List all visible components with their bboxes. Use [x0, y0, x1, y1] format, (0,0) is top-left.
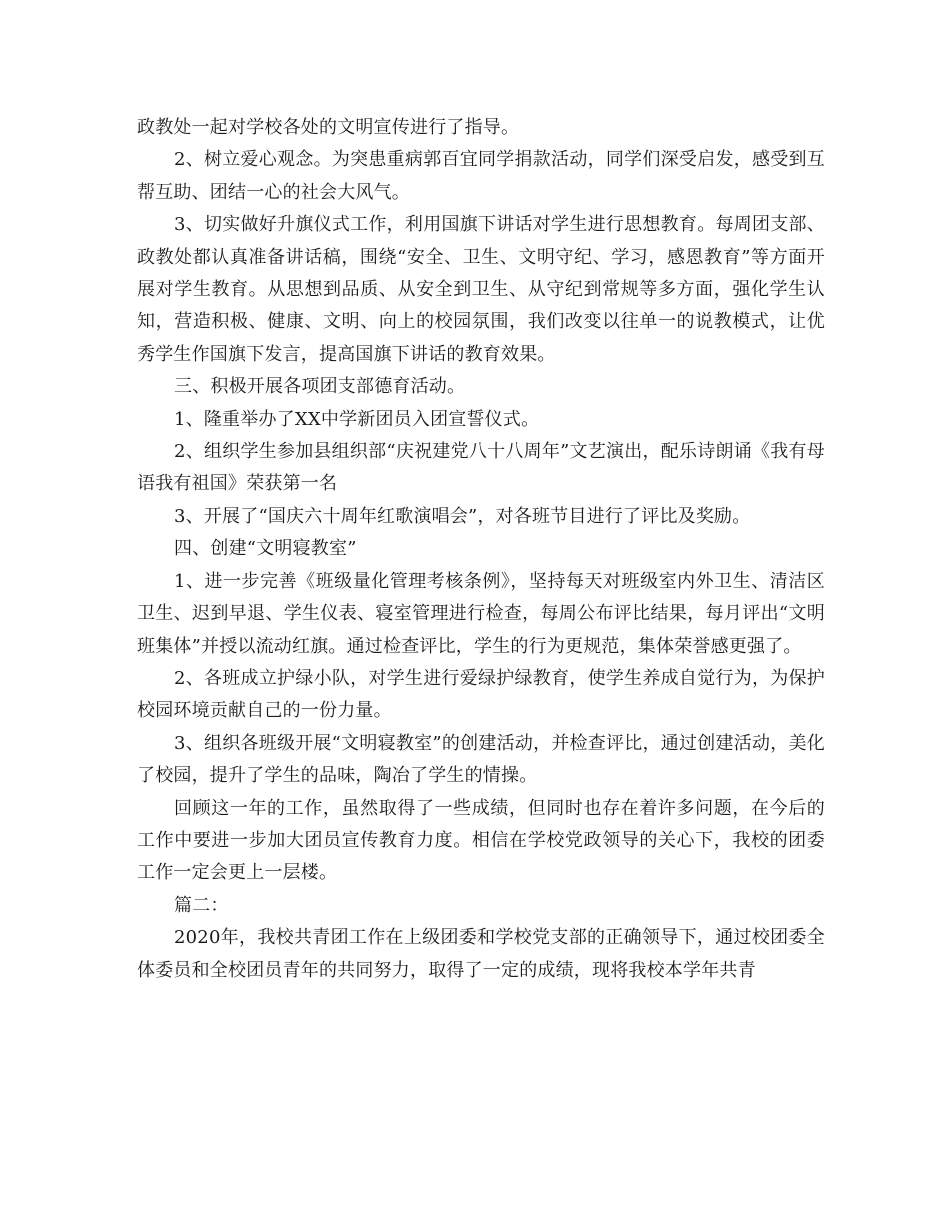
paragraph: 3、组织各班级开展“文明寝教室”的创建活动，并检查评比，通过创建活动，美化了校园，提升了学生的品味，陶冶了学生的情操。	[137, 732, 825, 787]
paragraph: 2、组织学生参加县组织部“庆祝建党八十八周年”文艺演出，配乐诗朗诵《我有母语我有祖国》荣获第一名	[137, 441, 825, 495]
paragraph: 回顾这一年的工作，虽然取得了一些成绩，但同时也存在着许多问题，在今后的工作中要进一步加大团员宣传教育力度。相信在学校党政领导的关心下，我校的团委工作一定会更上一层楼。	[137, 797, 825, 884]
paragraph: 2020年，我校共青团工作在上级团委和学校党支部的正确领导下，通过校团委全体委员和全校团员青年的共同努力，取得了一定的成绩，现将我校本学年共青	[137, 927, 825, 981]
document-body	[137, 112, 825, 987]
paragraph: 2、各班成立护绿小队，对学生进行爱绿护绿教育，使学生养成自觉行为，为保护校园环境贡献自己的一份力量。	[137, 667, 825, 722]
part-heading: 篇二：	[174, 894, 229, 916]
section-heading: 四、创建“文明寝教室”	[174, 538, 357, 560]
paragraph: 3、开展了“国庆六十周年红歌演唱会”，对各班节目进行了评比及奖励。	[174, 505, 751, 527]
paragraph: 2、树立爱心观念。为突患重病郭百宜同学捐款活动，同学们深受启发，感受到互帮互助、团结一心的社会大风气。	[137, 149, 825, 203]
paragraph: 3、切实做好升旗仪式工作，利用国旗下讲话对学生进行思想教育。每周团支部、政教处都认真准备讲话稿，围绕“安全、卫生、文明守纪、学习，感恩教育”等方面开展对学生教育。从思想到品质、从安全到卫生、从守纪到常规等多方面，强化学生认知，营造积极、健康、文明、向上的校园氛围，我们改变以往单一的说教模式，让优秀学生作国旗下发言，提高国旗下讲话的教育效果。	[137, 214, 825, 365]
paragraph: 1、进一步完善《班级量化管理考核条例》，坚持每天对班级室内外卫生、清洁区卫生、迟到早退、学生仪表、寝室管理进行检查，每周公布评比结果，每月评出“文明班集体”并授以流动红旗。通过检查评比，学生的行为更规范，集体荣誉感更强了。	[137, 570, 825, 657]
paragraph: 1、隆重举办了XX中学新团员入团宣誓仪式。	[174, 408, 540, 430]
section-heading: 三、积极开展各项团支部德育活动。	[174, 376, 466, 398]
paragraph: 政教处一起对学校各处的文明宣传进行了指导。	[137, 117, 520, 138]
